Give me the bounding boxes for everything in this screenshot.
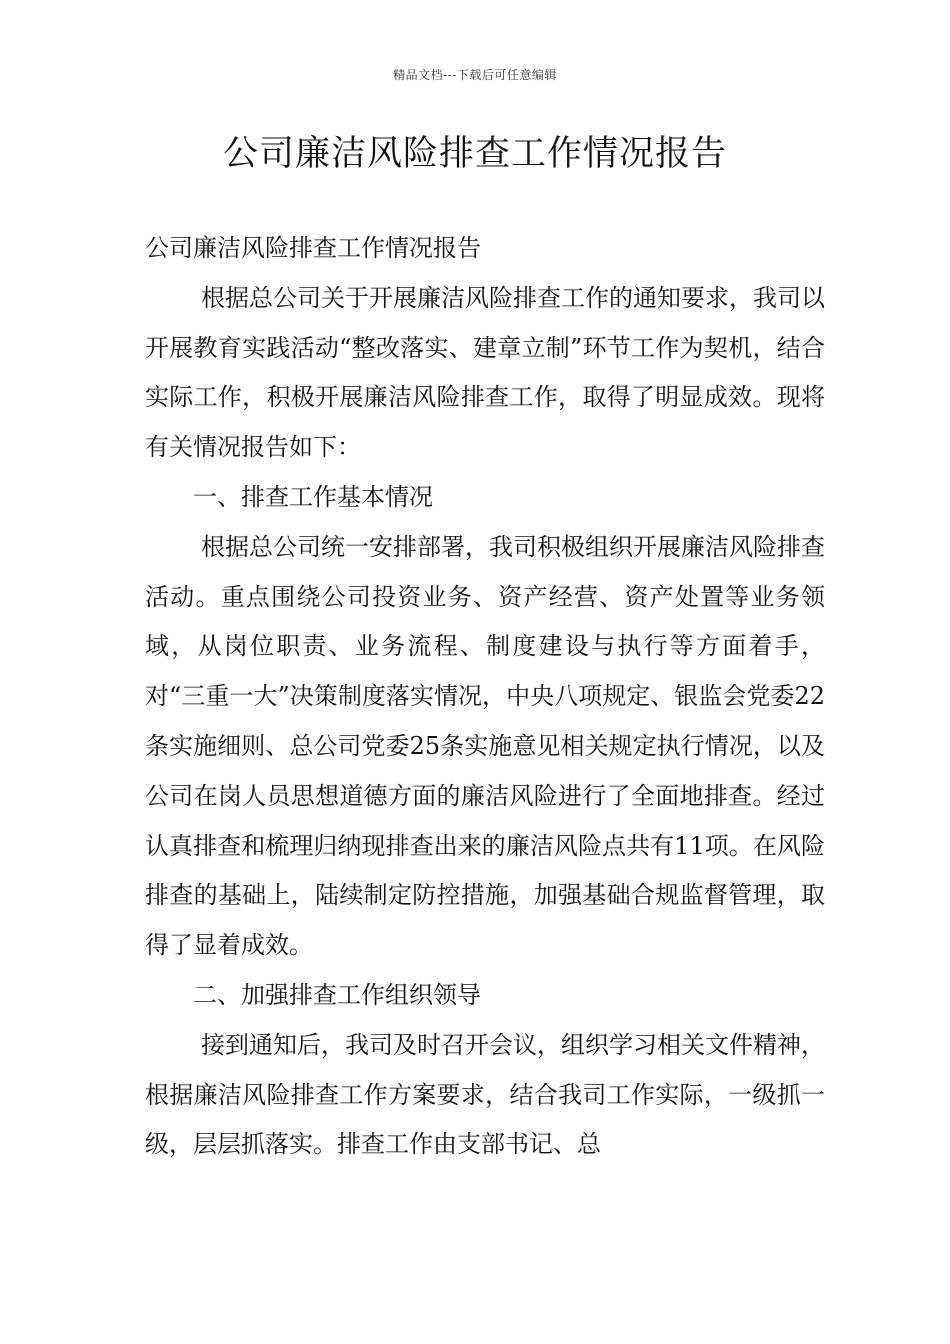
document-body: [145, 224, 825, 1170]
section-1-paragraph: 根据总公司统一安排部署，我司积极组织开展廉洁风险排查活动。重点围绕公司投资业务、资产经营、资产处置等业务领域，从岗位职责、业务流程、制度建设与执行等方面着手，对“三重一大”决策制度落实情况，中央八项规定、银监会党委22条实施细则、总公司党委25条实施意见相关规定执行情况，以及公司在岗人员思想道德方面的廉洁风险进行了全面地排查。经过认真排查和梳理归纳现排查出来的廉洁风险点共有11项。在风险排查的基础上，陆续制定防控措施，加强基础合规监督管理，取得了显着成效。: [145, 532, 825, 960]
section-2-paragraph: 接到通知后，我司及时召开会议，组织学习相关文件精神，根据廉洁风险排查工作方案要求，结合我司工作实际，一级抓一级，层层抓落实。排查工作由支部书记、总: [145, 1030, 825, 1159]
header-note: 精品文档---下载后可任意编辑: [393, 68, 557, 82]
section-heading-2: 二、加强排查工作组织领导: [193, 980, 481, 1009]
section-heading-1: 一、排查工作基本情况: [193, 482, 433, 511]
subtitle-paragraph: 公司廉洁风险排查工作情况报告: [145, 234, 481, 262]
document-title: 公司廉洁风险排查工作情况报告: [222, 134, 727, 174]
intro-paragraph: 根据总公司关于开展廉洁风险排查工作的通知要求，我司以开展教育实践活动“整改落实、建章立制”环节工作为契机，结合实际工作，积极开展廉洁风险排查工作，取得了明显成效。现将有关情况报告如下：: [145, 283, 825, 462]
